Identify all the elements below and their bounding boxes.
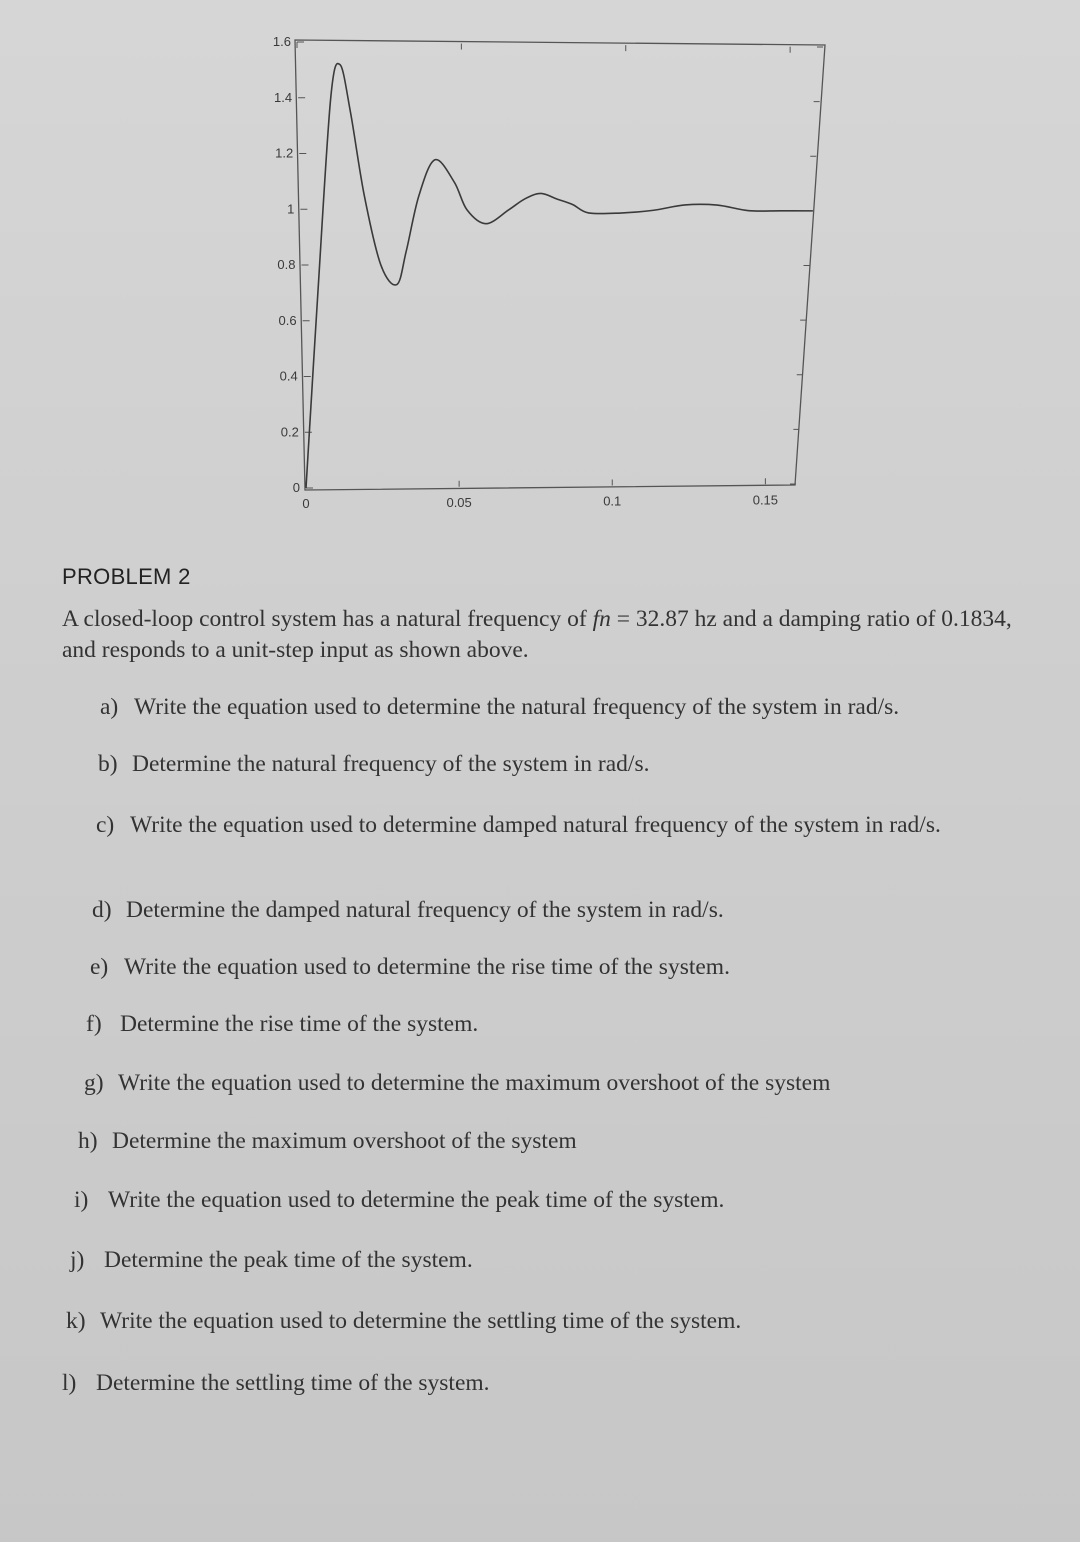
question-letter: g) xyxy=(84,1070,104,1096)
question-text: Determine the rise time of the system. xyxy=(120,1011,479,1037)
question-d xyxy=(92,897,724,924)
step-response-line xyxy=(306,64,813,488)
question-g xyxy=(84,1070,830,1097)
question-e xyxy=(90,954,730,981)
question-letter: k) xyxy=(66,1308,86,1334)
question-letter: a) xyxy=(100,694,119,720)
y-tick-label: 1.6 xyxy=(272,34,291,49)
question-text: Determine the damped natural frequency of the system in rad/s. xyxy=(126,897,724,923)
y-tick-label: 0 xyxy=(292,480,300,495)
question-k xyxy=(66,1308,741,1335)
question-letter: l) xyxy=(62,1370,77,1396)
x-tick-label: 0.1 xyxy=(603,493,622,509)
question-letter: c) xyxy=(96,812,115,838)
question-letter: d) xyxy=(92,897,112,923)
question-text: Write the equation used to determine the natural frequency of the system in rad/s. xyxy=(134,694,900,720)
y-tick-label: 0.4 xyxy=(279,368,298,384)
question-l xyxy=(62,1370,490,1397)
question-letter: b) xyxy=(98,751,118,777)
y-tick-label: 0.8 xyxy=(277,257,296,272)
x-tick-label: 0.15 xyxy=(752,492,779,508)
question-letter: j) xyxy=(70,1247,85,1273)
problem-heading: PROBLEM 2 xyxy=(62,564,191,589)
x-tick-label: 0 xyxy=(302,496,310,511)
question-letter: f) xyxy=(86,1011,102,1037)
question-b xyxy=(98,751,649,778)
problem-statement xyxy=(62,604,1022,666)
question-text: Determine the settling time of the system. xyxy=(96,1370,490,1396)
question-text: Write the equation used to determine the peak time of the system. xyxy=(108,1187,725,1213)
question-j xyxy=(70,1247,473,1274)
question-a xyxy=(100,694,899,721)
question-text: Determine the natural frequency of the system in rad/s. xyxy=(132,751,650,777)
intro-text-end: = 32.87 hz and a damping ratio of 0.1834, and responds to a unit-step input as shown above. xyxy=(62,606,1012,663)
question-letter: e) xyxy=(90,954,109,980)
y-tick-label: 1.2 xyxy=(275,145,294,161)
question-i xyxy=(74,1187,724,1214)
question-c xyxy=(96,810,1006,840)
question-text: Determine the peak time of the system. xyxy=(104,1247,473,1273)
x-axis xyxy=(297,42,790,511)
fn-symbol: fn xyxy=(592,606,611,632)
question-text: Write the equation used to determine the settling time of the system. xyxy=(100,1308,742,1334)
plot-frame xyxy=(295,40,825,490)
y-axis xyxy=(273,34,823,495)
question-letter: i) xyxy=(74,1187,89,1213)
y-tick-label: 0.2 xyxy=(280,424,299,440)
question-text: Determine the maximum overshoot of the system xyxy=(112,1128,577,1154)
question-text: Write the equation used to determine the maximum overshoot of the system xyxy=(118,1070,831,1096)
question-h xyxy=(78,1128,577,1155)
y-tick-label: 0.6 xyxy=(278,312,297,328)
question-text: Write the equation used to determine the rise time of the system. xyxy=(124,954,730,980)
intro-text-start: A closed-loop control system has a natural frequency of xyxy=(62,606,593,632)
step-response-chart xyxy=(0,0,1080,540)
x-tick-label: 0.05 xyxy=(446,494,472,510)
question-text: Write the equation used to determine damped natural frequency of the system in rad/s. xyxy=(130,812,941,838)
question-letter: h) xyxy=(78,1128,98,1154)
question-f xyxy=(86,1011,478,1038)
y-tick-label: 1.4 xyxy=(274,89,293,105)
y-tick-label: 1 xyxy=(287,201,295,217)
